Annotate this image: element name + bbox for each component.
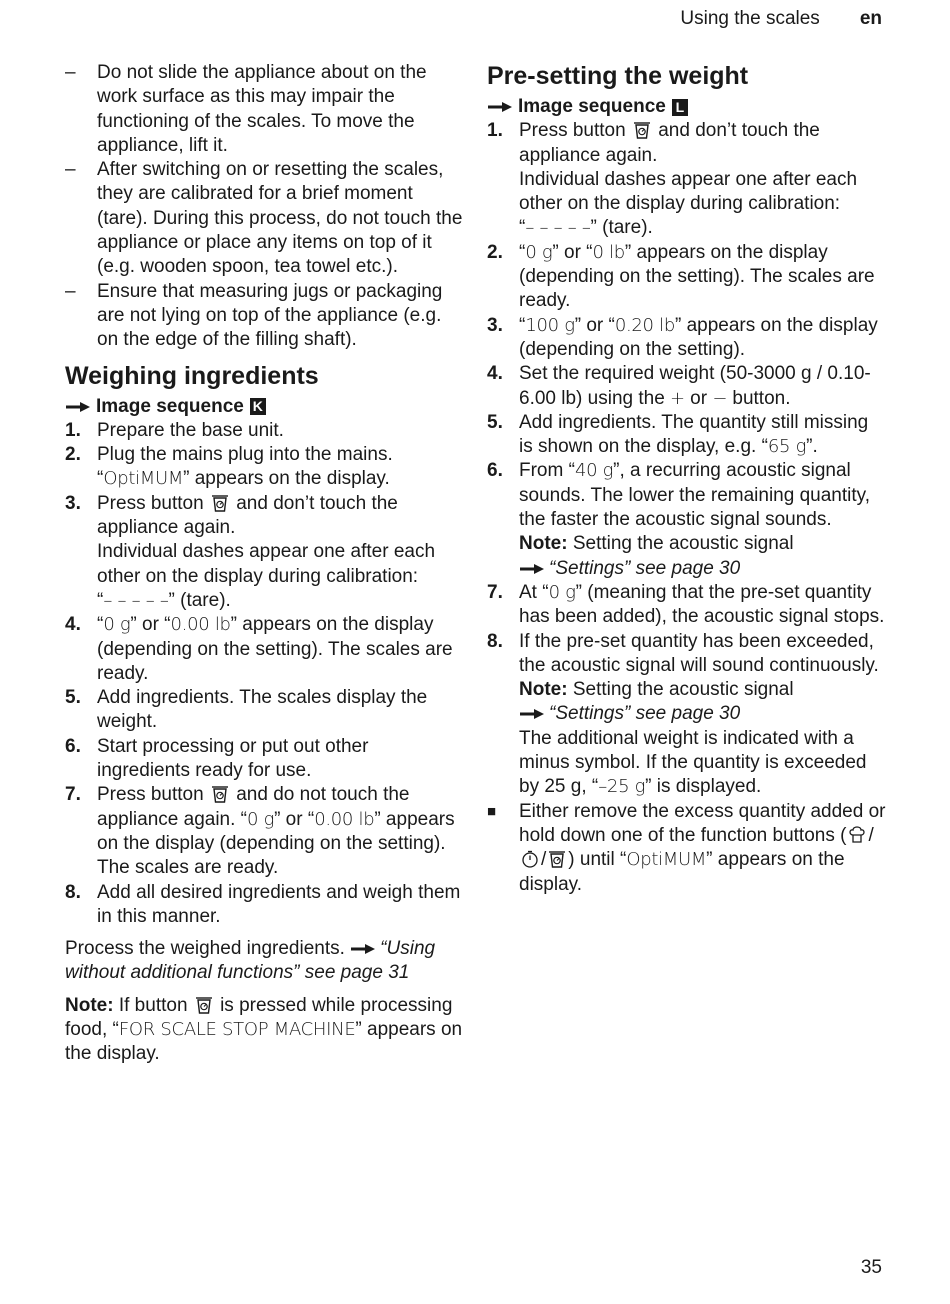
note-label: Note: [519, 679, 568, 701]
step-8: 8. Add all desired ingredients and weigh them in this manner. [65, 881, 461, 927]
display-text: 100 g [525, 314, 575, 336]
arrow-right-icon [65, 401, 91, 413]
plus-symbol: + [670, 387, 685, 409]
step-5: 5. Add ingredients. The quantity still missing is shown on the display, e.g. “65 g”. [487, 411, 869, 458]
scale-icon [210, 493, 230, 513]
cross-reference-link[interactable]: “Using without additional functions” see page 31 [65, 938, 436, 984]
arrow-right-icon [487, 101, 513, 113]
timer-icon [520, 849, 540, 869]
note-label: Note: [519, 533, 568, 555]
image-sequence-l: Image sequence L [487, 95, 887, 119]
display-text: OptiMUM [103, 468, 184, 490]
step-8: 8. If the pre-set quantity has been exceeded, the acoustic signal will sound continuously. Note: Setting the acoustic signal “Settings” see page 30 The additional weight is indicated with a minus symbol. If the quantity is exceeded by 25 g, “–25 g” is displayed. [487, 630, 879, 798]
right-column [487, 61, 887, 897]
arrow-right-icon [519, 708, 545, 720]
step-2: 2. “0 g” or “0 lb” appears on the display (depending on the setting). The scales are ready. [487, 241, 875, 312]
display-text: 0 lb [592, 241, 625, 263]
step-7: 7. At “0 g” (meaning that the pre-set quantity has been added), the acoustic signal stops. [487, 581, 885, 628]
language-code: en [859, 8, 882, 29]
step-3: 3. Press button and don’t touch the appliance again. Individual dashes appear one after each other on the display during calibration: “– – – – –” (tare). [65, 492, 436, 611]
step-2: 2. Plug the mains plug into the mains. “OptiMUM” appears on the display. [65, 444, 393, 490]
scale-icon [194, 995, 214, 1015]
display-text: 0 g [103, 614, 131, 636]
display-text: 0.00 lb [170, 614, 231, 636]
page-number: 35 [860, 1257, 882, 1278]
step-4: 4. “0 g” or “0.00 lb” appears on the display (depending on the setting). The scales are ready. [65, 614, 453, 684]
display-text: 0 g [548, 581, 576, 603]
scale-icon [210, 784, 230, 804]
process-paragraph: Process the weighed ingredients. “Using without additional functions” see page 31 [65, 938, 436, 984]
sequence-letter-badge: L [672, 99, 688, 116]
step-3: 3. “100 g” or “0.20 lb” appears on the display (depending on the setting). [487, 314, 878, 360]
list-item: – After switching on or resetting the scales, they are calibrated for a brief moment (tare). During this process, do not touch the appliance or place any items on top of it (e.g. wooden spoon, tea towel etc.). [65, 159, 463, 278]
note-label: Note: [65, 994, 114, 1016]
note-paragraph: Note: If button is pressed while processing food, “FOR SCALE STOP MACHINE” appears on the display. [65, 994, 463, 1065]
step-1: 1. Press button and don’t touch the appliance again. Individual dashes appear one after each other on the display during calibration: “– – – – –” (tare). [487, 120, 858, 239]
display-text: 0.00 lb [314, 808, 375, 830]
arrow-right-icon [519, 563, 545, 575]
list-item: – Do not slide the appliance about on the work surface as this may impair the functioning of the scales. To move the appliance, lift it. [65, 62, 427, 156]
display-text: 0.20 lb [614, 314, 675, 336]
display-text: 65 g [767, 436, 807, 458]
step-7: 7. Press button and do not touch the appliance again. “0 g” or “0.00 lb” appears on the display (depending on the setting). The scales are ready. [65, 784, 455, 879]
display-text: FOR SCALE STOP MACHINE [118, 1018, 356, 1040]
cross-reference-link[interactable]: “Settings” see page 30 [549, 557, 741, 579]
display-text: 40 g [574, 460, 614, 482]
left-column [65, 61, 465, 1067]
list-item: – Ensure that measuring jugs or packaging are not lying on top of the appliance (e.g. on the edge of the filling shaft). [65, 280, 443, 351]
chef-icon [847, 825, 867, 845]
sequence-letter-badge: K [250, 398, 266, 415]
arrow-right-icon [350, 943, 376, 955]
step-6: 6. Start processing or put out other ingredients ready for use. [65, 735, 369, 782]
section-title: Using the scales [680, 8, 820, 29]
image-sequence-k: Image sequence K [65, 395, 465, 419]
step-6: 6. From “40 g”, a recurring acoustic signal sounds. The lower the remaining quantity, the faster the acoustic signal sounds. Note: Setting the acoustic signal “Settings” see page 30 [487, 460, 870, 579]
display-text: 0 g [525, 241, 553, 263]
minus-symbol: − [712, 387, 728, 409]
bullet-item: ■ Either remove the excess quantity added or hold down one of the function buttons ( // ) until “OptiMUM” appears on the display. [487, 800, 886, 895]
heading-weighing-ingredients: Weighing ingredients [65, 361, 319, 390]
step-4: 4. Set the required weight (50-3000 g / 0.10-6.00 lb) using the + or − button. [487, 363, 871, 409]
display-text: – – – – – [525, 217, 591, 239]
step-1: 1. Prepare the base unit. [65, 419, 284, 441]
scale-icon [632, 120, 652, 140]
display-text: 0 g [247, 808, 275, 830]
cross-reference-link[interactable]: “Settings” see page 30 [549, 703, 741, 725]
display-text: OptiMUM [626, 849, 707, 871]
display-text: –25 g [598, 776, 646, 798]
page-header [680, 7, 882, 31]
scale-icon [547, 849, 567, 869]
heading-pre-setting-weight: Pre-setting the weight [487, 62, 749, 90]
step-5: 5. Add ingredients. The scales display the weight. [65, 687, 428, 733]
display-text: – – – – – [103, 589, 169, 611]
